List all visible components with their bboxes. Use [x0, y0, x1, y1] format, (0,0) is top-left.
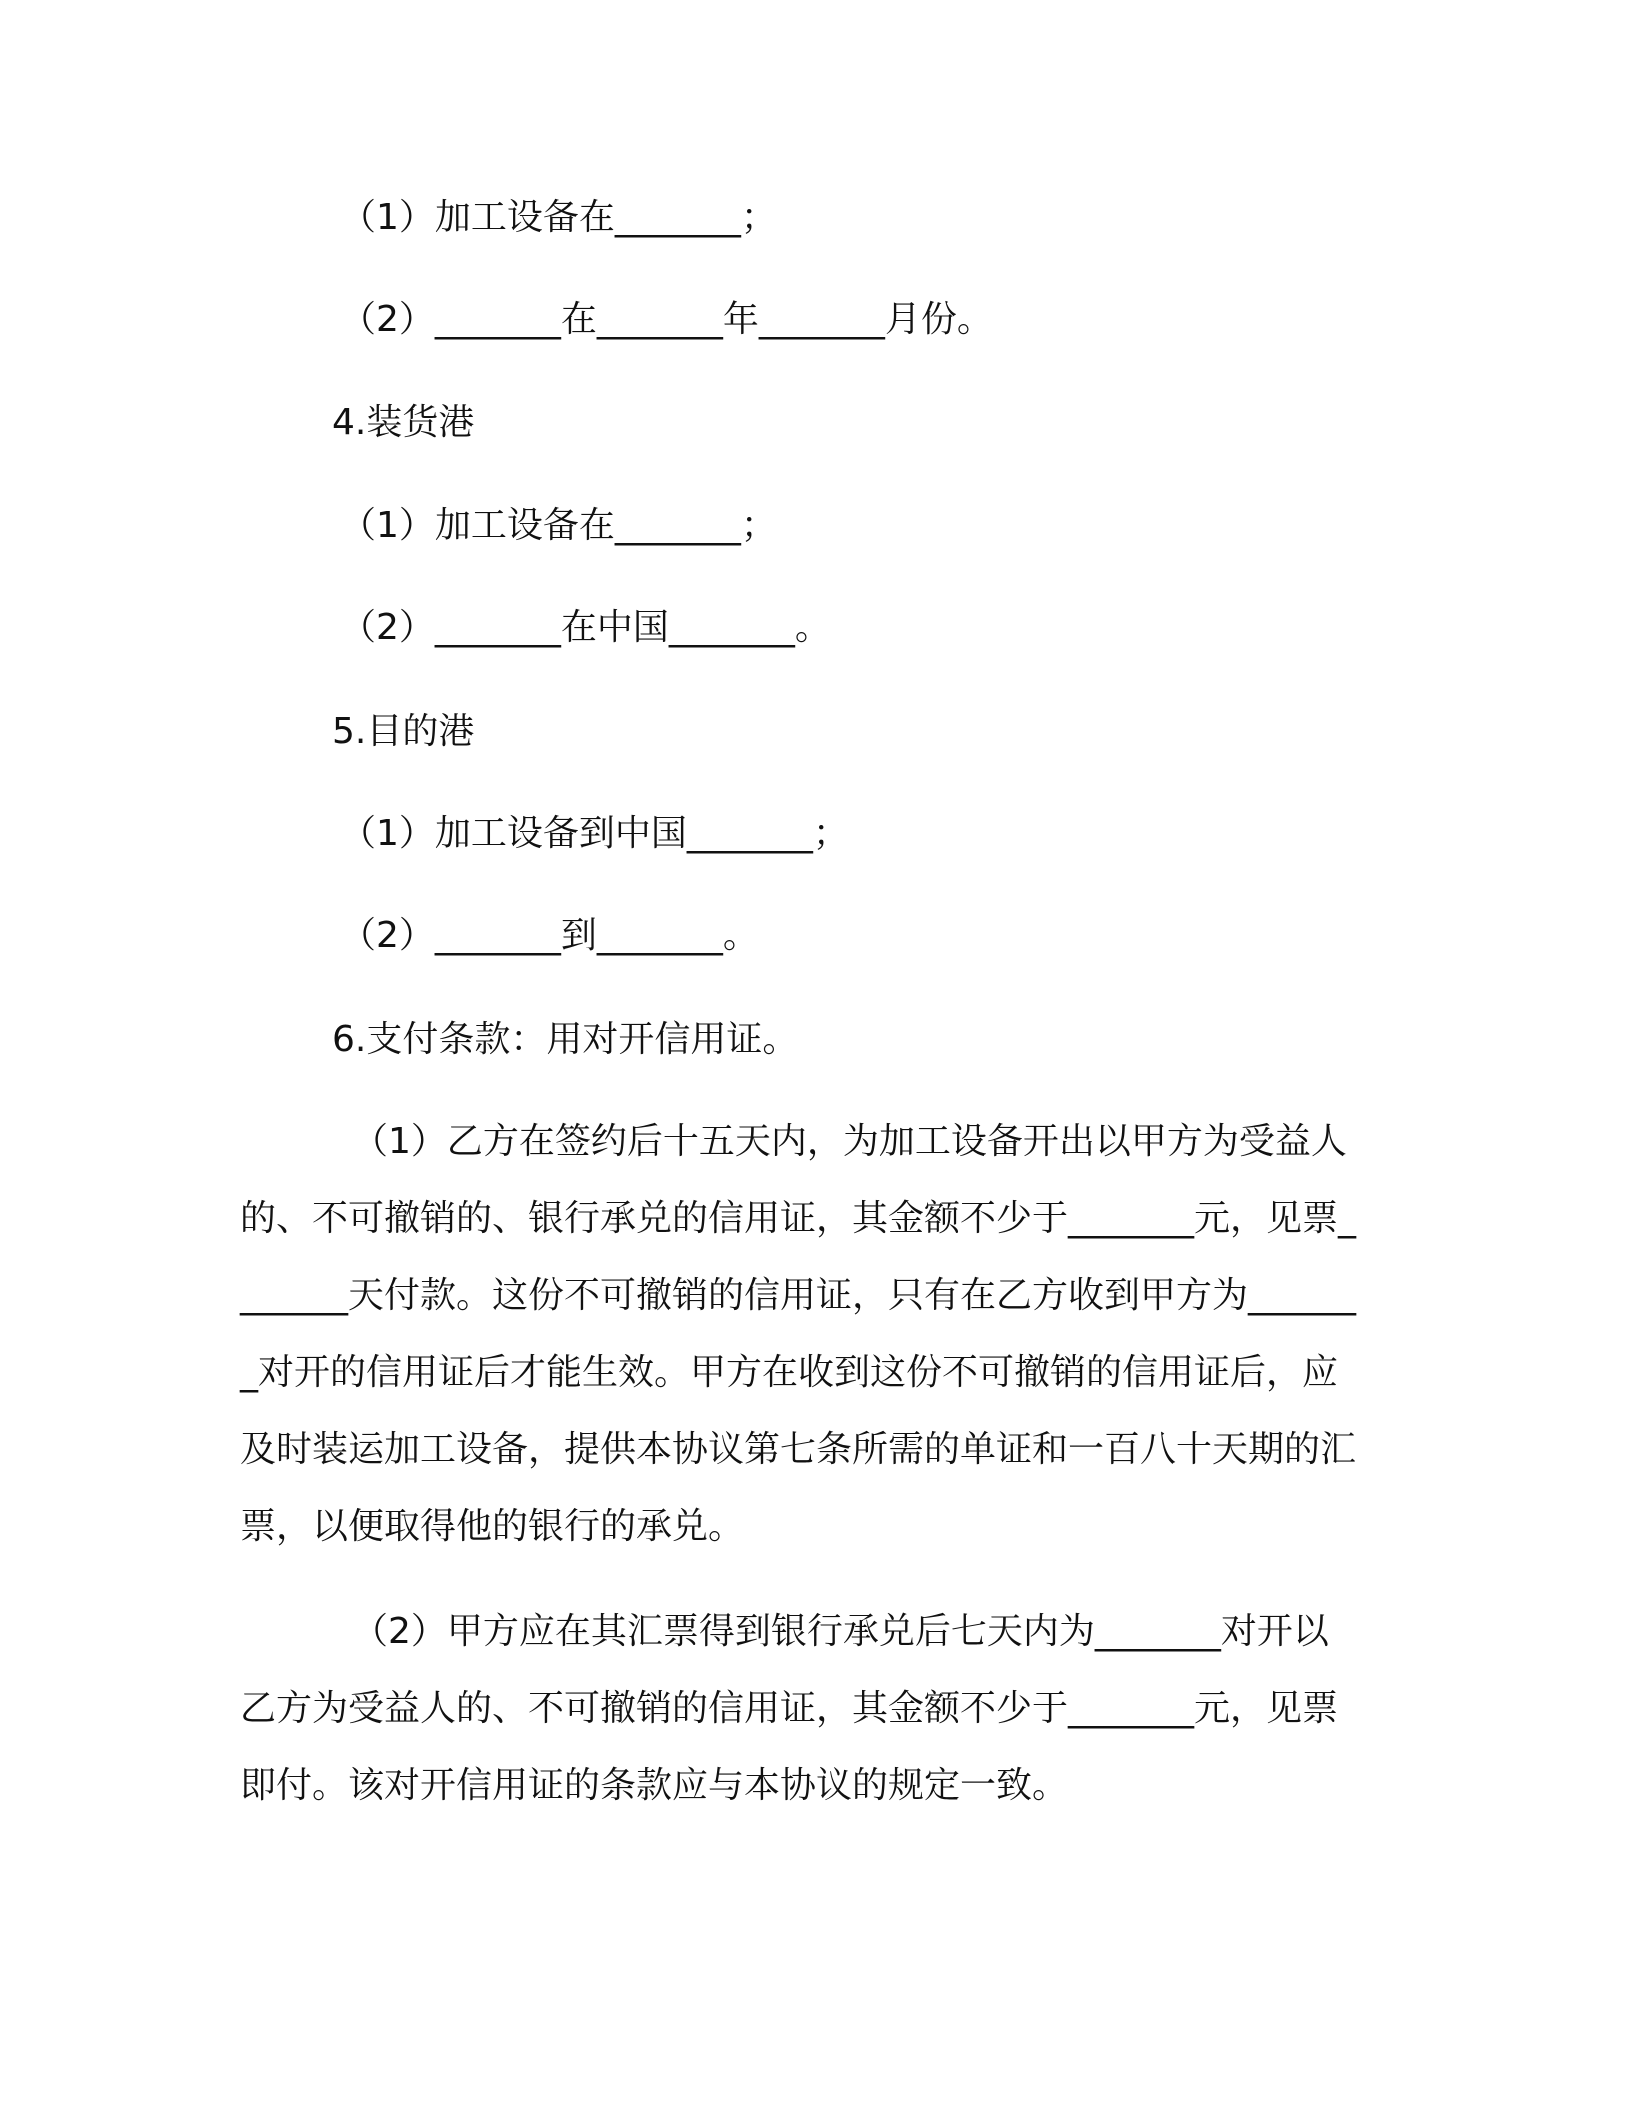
- payment-paragraph-1: （1）乙方在签约后十五天内，为加工设备开出以甲方为受益人的、不可撤销的、银行承兑的信用证，其金额不少于_______元，见票_______天付款。这份不可撤销的信用证，只有在乙方收到甲方为_______对开的信用证后才能生效。甲方在收到这份不可撤销的信用证后，应及时装运加工设备，提供本协议第七条所需的单证和一百八十天期的汇票，以便取得他的银行的承兑。: [240, 1121, 1357, 1547]
- payment-paragraph-2: （2）甲方应在其汇票得到银行承兑后七天内为_______对开以乙方为受益人的、不可撤销的信用证，其金额不少于_______元，见票即付。该对开信用证的条款应与本协议的规定一致。: [240, 1611, 1339, 1806]
- heading-loading-port: 4.装货港: [332, 402, 475, 443]
- destination-item-2: （2）_______到_______。: [340, 915, 759, 956]
- destination-item-1: （1）加工设备到中国_______；: [340, 813, 849, 854]
- item-1-processing-equipment: （1）加工设备在_______；: [340, 197, 777, 238]
- heading-payment-terms: 6.支付条款：用对开信用证。: [332, 1019, 799, 1060]
- loading-item-2: （2）_______在中国_______。: [340, 607, 831, 648]
- loading-item-1: （1）加工设备在_______；: [340, 505, 777, 546]
- item-2-month: （2）_______在_______年_______月份。: [340, 299, 993, 340]
- heading-destination-port: 5.目的港: [332, 711, 475, 752]
